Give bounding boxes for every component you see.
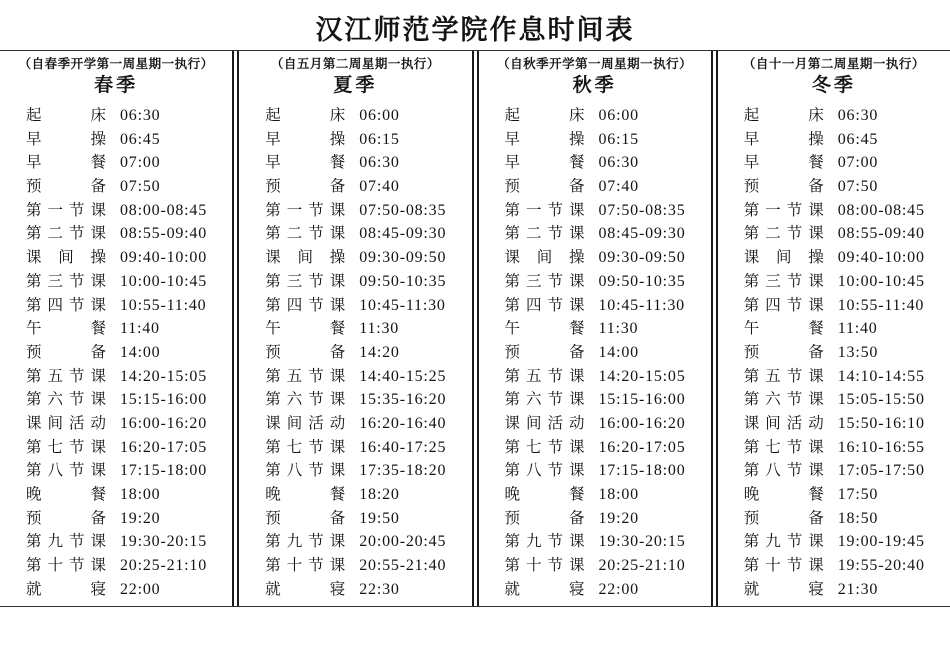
- row-label: 第八节课: [26, 462, 106, 480]
- row-time: 09:50-10:35: [359, 272, 447, 290]
- schedule-row: [26, 365, 232, 389]
- row-time: 20:25-21:10: [120, 557, 208, 575]
- row-time: 09:50-10:35: [598, 272, 686, 290]
- season-note: （自五月第二周星期一执行）: [270, 57, 440, 71]
- schedule-row: [26, 222, 232, 246]
- schedule-row: [26, 578, 232, 602]
- row-label: 第四节课: [504, 296, 585, 314]
- row-time: 06:00: [359, 107, 400, 124]
- row-label: 第二节课: [265, 225, 346, 243]
- row-time: 20:25-21:10: [598, 557, 686, 575]
- season-title: 春季: [94, 75, 139, 96]
- row-label: 第六节课: [265, 391, 346, 409]
- row-time: 17:15-18:00: [120, 462, 208, 480]
- row-label: 第一节课: [504, 201, 585, 219]
- row-label: 第四节课: [743, 296, 824, 314]
- row-label: 预备: [26, 509, 106, 527]
- row-label: 第七节课: [265, 438, 346, 456]
- row-label: 第八节课: [265, 462, 346, 480]
- row-label: 第五节课: [743, 367, 824, 385]
- schedule-row: [744, 365, 950, 389]
- schedule-row: [26, 294, 232, 318]
- row-time: 06:30: [120, 107, 161, 124]
- row-label: 起床: [26, 107, 106, 124]
- schedule-row: [505, 175, 711, 199]
- schedule-row: [26, 459, 232, 483]
- schedule-row: [744, 554, 950, 578]
- schedule-row: [505, 270, 711, 294]
- row-time: 08:45-09:30: [359, 225, 447, 243]
- row-label: 第六节课: [743, 391, 824, 409]
- row-time: 16:10-16:55: [837, 438, 925, 456]
- schedule-row: [744, 294, 950, 318]
- rows: [239, 104, 471, 601]
- row-label: 第三节课: [26, 272, 106, 290]
- schedule-column: [232, 51, 471, 606]
- row-label: 午餐: [26, 320, 106, 338]
- schedule-column: [711, 51, 950, 606]
- row-time: 07:00: [837, 154, 879, 172]
- row-label: 第十节课: [504, 557, 585, 575]
- row-label: 第四节课: [265, 296, 346, 314]
- schedule-row: [505, 199, 711, 223]
- schedule-row: [744, 317, 950, 341]
- row-label: 第七节课: [26, 438, 106, 456]
- row-label: 第三节课: [504, 272, 585, 290]
- row-label: 第五节课: [26, 367, 106, 385]
- row-time: 18:20: [359, 486, 400, 503]
- schedule-row: [744, 412, 950, 436]
- row-label: 早餐: [504, 154, 585, 172]
- schedule-row: [265, 459, 471, 483]
- row-label: 午餐: [504, 320, 585, 338]
- row-label: 预备: [504, 509, 585, 527]
- row-label: 预备: [26, 178, 106, 196]
- schedule-row: [505, 294, 711, 318]
- schedule-row: [265, 151, 471, 175]
- row-time: 07:40: [598, 178, 639, 196]
- row-time: 16:40-17:25: [359, 438, 447, 456]
- row-label: 预备: [504, 343, 585, 361]
- row-time: 19:20: [120, 509, 161, 527]
- row-label: 课间操: [504, 249, 585, 267]
- schedule-row: [265, 222, 471, 246]
- schedule-row: [505, 341, 711, 365]
- schedule-row: [26, 483, 232, 507]
- row-label: 预备: [265, 343, 346, 361]
- season-title: 秋季: [572, 75, 617, 96]
- row-label: 就寝: [265, 580, 346, 598]
- schedule-row: [744, 151, 950, 175]
- row-label: 预备: [26, 343, 106, 361]
- row-label: 第十节课: [743, 557, 824, 575]
- schedule-row: [744, 507, 950, 531]
- schedule-row: [505, 151, 711, 175]
- schedule-row: [26, 104, 232, 128]
- row-time: 08:55-09:40: [120, 225, 208, 243]
- row-time: 14:00: [598, 343, 639, 361]
- schedule-row: [744, 459, 950, 483]
- row-time: 10:45-11:30: [359, 296, 446, 314]
- row-time: 16:00-16:20: [598, 414, 686, 432]
- row-label: 第十节课: [26, 557, 106, 575]
- schedule-row: [265, 436, 471, 460]
- row-label: 早餐: [26, 154, 106, 172]
- schedule-row: [26, 436, 232, 460]
- row-time: 15:35-16:20: [359, 391, 447, 409]
- row-label: 第三节课: [743, 272, 824, 290]
- row-label: 第一节课: [26, 201, 106, 219]
- row-label: 晚餐: [26, 486, 106, 503]
- schedule-row: [744, 175, 950, 199]
- season-note: （自十一月第二周星期一执行）: [742, 57, 925, 71]
- row-time: 06:30: [359, 154, 400, 172]
- row-time: 15:50-16:10: [837, 414, 925, 432]
- page-title: 汉江师范学院作息时间表: [315, 15, 635, 45]
- season-title: 夏季: [333, 75, 378, 96]
- row-time: 14:20-15:05: [598, 367, 686, 385]
- row-label: 课间操: [26, 249, 106, 267]
- row-label: 课间活动: [265, 414, 346, 432]
- row-time: 14:00: [120, 343, 161, 361]
- row-label: 早操: [504, 130, 585, 148]
- schedule-row: [505, 483, 711, 507]
- row-label: 早操: [265, 130, 346, 148]
- row-time: 08:00-08:45: [837, 201, 925, 219]
- row-label: 课间活动: [504, 414, 585, 432]
- row-time: 17:05-17:50: [837, 462, 925, 480]
- row-label: 第二节课: [504, 225, 585, 243]
- row-time: 15:15-16:00: [120, 391, 208, 409]
- schedule-row: [265, 341, 471, 365]
- row-label: 晚餐: [504, 486, 585, 503]
- row-label: 预备: [743, 178, 824, 196]
- row-time: 17:35-18:20: [359, 462, 447, 480]
- row-label: 晚餐: [265, 486, 346, 503]
- row-time: 17:15-18:00: [598, 462, 686, 480]
- row-time: 22:00: [120, 580, 161, 598]
- row-label: 预备: [743, 343, 824, 361]
- row-label: 第二节课: [26, 225, 106, 243]
- schedule-row: [505, 507, 711, 531]
- row-label: 第六节课: [26, 391, 106, 409]
- row-time: 06:30: [837, 107, 879, 124]
- row-label: 课间操: [265, 249, 346, 267]
- row-time: 13:50: [837, 343, 879, 361]
- season-note: （自春季开学第一周星期一执行）: [18, 57, 214, 71]
- schedule-row: [505, 578, 711, 602]
- schedule-row: [26, 270, 232, 294]
- row-time: 08:55-09:40: [837, 225, 925, 243]
- row-time: 06:30: [598, 154, 639, 172]
- rows: [0, 104, 232, 601]
- schedule-row: [505, 365, 711, 389]
- row-label: 第七节课: [504, 438, 585, 456]
- schedule-row: [26, 388, 232, 412]
- row-label: 第四节课: [26, 296, 106, 314]
- schedule-row: [265, 270, 471, 294]
- row-label: 早餐: [743, 154, 824, 172]
- row-time: 07:50-08:35: [598, 201, 686, 219]
- row-label: 早餐: [265, 154, 346, 172]
- row-time: 20:00-20:45: [359, 533, 447, 551]
- row-time: 10:00-10:45: [837, 272, 925, 290]
- row-label: 第五节课: [504, 367, 585, 385]
- row-time: 06:45: [837, 130, 879, 148]
- schedule-row: [744, 530, 950, 554]
- row-time: 19:30-20:15: [598, 533, 686, 551]
- row-time: 10:00-10:45: [120, 272, 208, 290]
- row-time: 17:50: [837, 486, 879, 503]
- row-time: 11:40: [837, 320, 878, 338]
- schedule-row: [265, 388, 471, 412]
- row-label: 第八节课: [743, 462, 824, 480]
- row-time: 07:50-08:35: [359, 201, 447, 219]
- row-label: 第十节课: [265, 557, 346, 575]
- row-label: 第九节课: [26, 533, 106, 551]
- row-time: 08:00-08:45: [120, 201, 208, 219]
- row-time: 06:45: [120, 130, 161, 148]
- row-label: 午餐: [265, 320, 346, 338]
- schedule-row: [505, 246, 711, 270]
- row-time: 06:00: [598, 107, 639, 124]
- schedule-row: [26, 317, 232, 341]
- schedule-row: [265, 554, 471, 578]
- row-time: 10:55-11:40: [837, 296, 925, 314]
- row-time: 09:40-10:00: [120, 249, 208, 267]
- row-time: 16:20-16:40: [359, 414, 447, 432]
- schedule-row: [744, 128, 950, 152]
- schedule-row: [505, 388, 711, 412]
- row-time: 09:30-09:50: [359, 249, 447, 267]
- schedule-row: [265, 507, 471, 531]
- row-time: 20:55-21:40: [359, 557, 447, 575]
- row-time: 09:30-09:50: [598, 249, 686, 267]
- schedule-row: [26, 507, 232, 531]
- row-time: 07:00: [120, 154, 161, 172]
- row-label: 预备: [265, 178, 346, 196]
- row-label: 就寝: [504, 580, 585, 598]
- row-time: 16:20-17:05: [598, 438, 686, 456]
- row-time: 21:30: [837, 580, 879, 598]
- row-time: 18:50: [837, 509, 879, 527]
- schedule-row: [505, 412, 711, 436]
- row-time: 16:20-17:05: [120, 438, 208, 456]
- schedule-row: [744, 341, 950, 365]
- schedule-row: [505, 530, 711, 554]
- schedule-row: [265, 365, 471, 389]
- schedule-row: [26, 151, 232, 175]
- schedule-row: [744, 436, 950, 460]
- row-time: 16:00-16:20: [120, 414, 208, 432]
- row-label: 第一节课: [265, 201, 346, 219]
- schedule-row: [26, 175, 232, 199]
- row-label: 起床: [743, 107, 824, 124]
- schedule-table: [0, 50, 950, 607]
- row-time: 06:15: [359, 130, 400, 148]
- schedule-column: [472, 51, 711, 606]
- row-time: 06:15: [598, 130, 639, 148]
- rows: [479, 104, 711, 601]
- schedule-row: [265, 317, 471, 341]
- schedule-row: [265, 412, 471, 436]
- row-label: 第七节课: [743, 438, 824, 456]
- row-label: 预备: [743, 509, 824, 527]
- row-time: 22:00: [598, 580, 639, 598]
- season-title: 冬季: [811, 75, 856, 96]
- row-time: 10:55-11:40: [120, 296, 207, 314]
- schedule-row: [265, 199, 471, 223]
- schedule-row: [744, 246, 950, 270]
- row-time: 19:30-20:15: [120, 533, 208, 551]
- schedule-row: [26, 530, 232, 554]
- schedule-row: [265, 483, 471, 507]
- row-label: 第二节课: [743, 225, 824, 243]
- schedule-row: [505, 459, 711, 483]
- row-time: 07:50: [120, 178, 161, 196]
- schedule-column: [0, 51, 232, 606]
- schedule-row: [265, 530, 471, 554]
- row-time: 08:45-09:30: [598, 225, 686, 243]
- row-time: 14:20-15:05: [120, 367, 208, 385]
- schedule-row: [744, 104, 950, 128]
- row-label: 晚餐: [743, 486, 824, 503]
- row-label: 起床: [504, 107, 585, 124]
- row-time: 09:40-10:00: [837, 249, 925, 267]
- schedule-row: [26, 554, 232, 578]
- schedule-row: [505, 128, 711, 152]
- schedule-row: [26, 246, 232, 270]
- schedule-row: [505, 317, 711, 341]
- row-time: 18:00: [120, 486, 161, 503]
- schedule-row: [265, 175, 471, 199]
- row-time: 19:50: [359, 509, 400, 527]
- row-label: 预备: [504, 178, 585, 196]
- row-label: 第九节课: [743, 533, 824, 551]
- schedule-row: [505, 436, 711, 460]
- rows: [718, 104, 950, 601]
- row-time: 11:30: [359, 320, 400, 338]
- season-note: （自秋季开学第一周星期一执行）: [497, 57, 693, 71]
- schedule-row: [265, 294, 471, 318]
- row-label: 第九节课: [265, 533, 346, 551]
- schedule-row: [505, 554, 711, 578]
- row-time: 14:40-15:25: [359, 367, 447, 385]
- row-label: 第三节课: [265, 272, 346, 290]
- schedule-row: [744, 388, 950, 412]
- row-label: 早操: [26, 130, 106, 148]
- row-time: 14:10-14:55: [837, 367, 925, 385]
- schedule-row: [744, 483, 950, 507]
- row-label: 第一节课: [743, 201, 824, 219]
- row-label: 就寝: [743, 580, 824, 598]
- row-time: 10:45-11:30: [598, 296, 685, 314]
- row-label: 课间活动: [26, 414, 106, 432]
- schedule-row: [265, 246, 471, 270]
- row-time: 19:55-20:40: [837, 557, 925, 575]
- row-label: 第六节课: [504, 391, 585, 409]
- schedule-row: [26, 128, 232, 152]
- row-label: 第五节课: [265, 367, 346, 385]
- row-label: 课间操: [743, 249, 824, 267]
- schedule-row: [744, 222, 950, 246]
- schedule-row: [505, 222, 711, 246]
- row-time: 07:40: [359, 178, 400, 196]
- row-time: 11:40: [120, 320, 160, 338]
- row-label: 第九节课: [504, 533, 585, 551]
- schedule-row: [505, 104, 711, 128]
- row-time: 22:30: [359, 580, 400, 598]
- schedule-row: [26, 199, 232, 223]
- row-time: 19:20: [598, 509, 639, 527]
- schedule-row: [26, 341, 232, 365]
- row-time: 07:50: [837, 178, 879, 196]
- row-time: 18:00: [598, 486, 639, 503]
- row-time: 14:20: [359, 343, 400, 361]
- row-time: 15:15-16:00: [598, 391, 686, 409]
- row-label: 预备: [265, 509, 346, 527]
- row-label: 就寝: [26, 580, 106, 598]
- row-label: 起床: [265, 107, 346, 124]
- row-label: 早操: [743, 130, 824, 148]
- schedule-row: [265, 578, 471, 602]
- schedule-row: [265, 104, 471, 128]
- row-label: 午餐: [743, 320, 824, 338]
- row-label: 课间活动: [743, 414, 824, 432]
- schedule-row: [26, 412, 232, 436]
- row-label: 第八节课: [504, 462, 585, 480]
- schedule-row: [265, 128, 471, 152]
- row-time: 15:05-15:50: [837, 391, 925, 409]
- row-time: 11:30: [598, 320, 639, 338]
- schedule-row: [744, 270, 950, 294]
- schedule-row: [744, 578, 950, 602]
- schedule-row: [744, 199, 950, 223]
- row-time: 19:00-19:45: [837, 533, 925, 551]
